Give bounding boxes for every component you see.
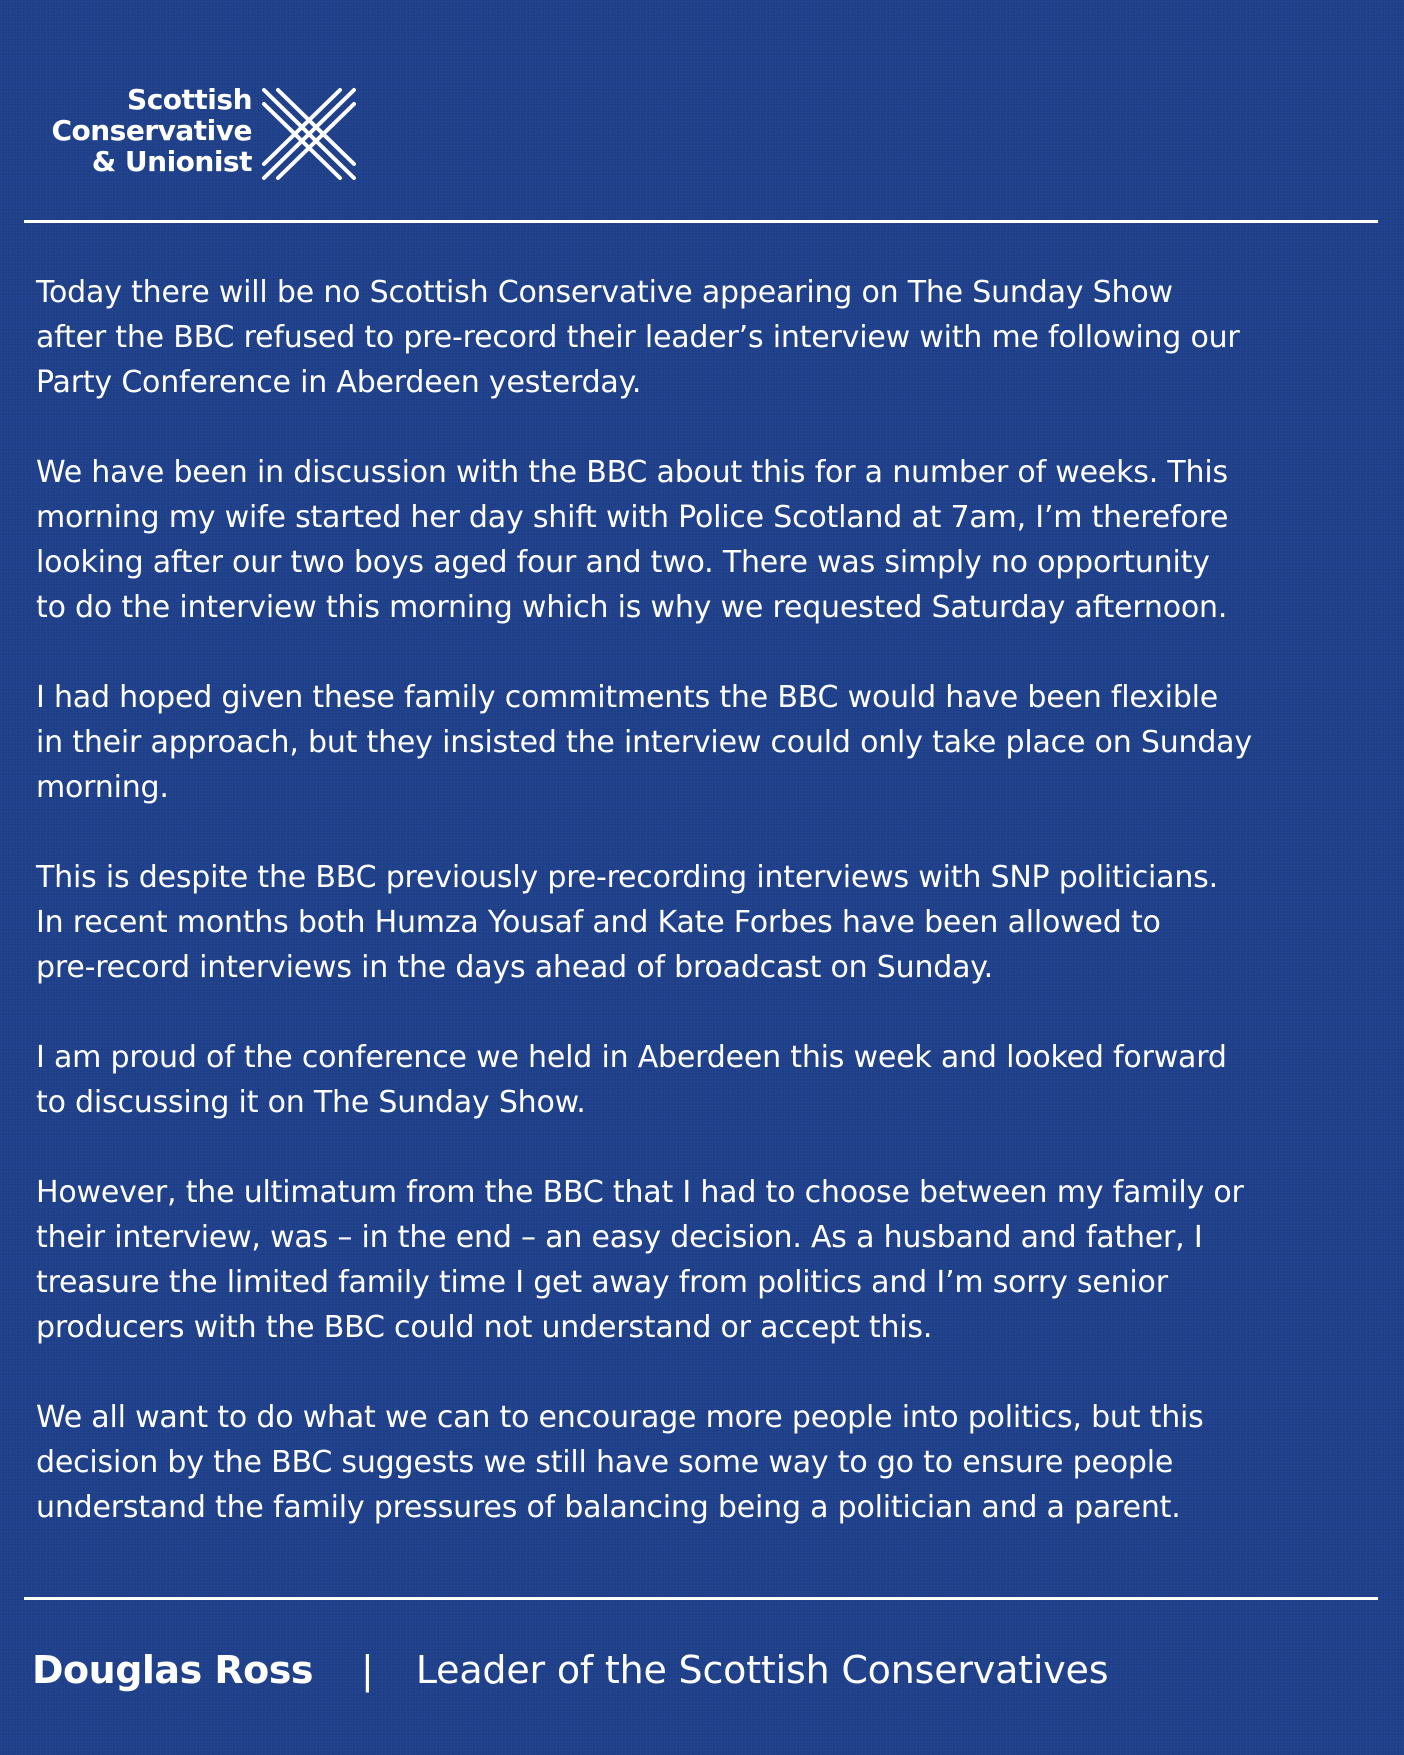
logo-line-3: & Unionist bbox=[91, 145, 252, 178]
logo-line-1: Scottish bbox=[127, 83, 252, 116]
statement-paragraph-3: I had hoped given these family commitments the BBC would have been flexible in their approach, but they insisted the interview could only take place on Sunday morning. bbox=[36, 680, 1252, 805]
party-logo bbox=[22, 84, 362, 184]
statement-paragraph-7: We all want to do what we can to encourage more people into politics, but this decision by the BBC suggests we still have some way to go to ensure people understand the family pressures of balancing being a politician and a parent. bbox=[36, 1400, 1204, 1525]
statement-paragraph-1: Today there will be no Scottish Conservative appearing on The Sunday Show after the BBC refused to pre-record their leader’s interview with me following our Party Conference in Aberdeen yesterday. bbox=[36, 275, 1240, 400]
top-divider bbox=[24, 220, 1378, 223]
statement-paragraph-6: However, the ultimatum from the BBC that I had to choose between my family or their interview, was – in the end – an easy decision. As a husband and father, I treasure the limited family time I get away from politics and I’m sorry senior producers with the BBC could not understand or accept this. bbox=[36, 1175, 1244, 1345]
statement-body bbox=[36, 270, 1386, 1575]
saltire-icon bbox=[260, 86, 360, 182]
signature bbox=[32, 1640, 1108, 1700]
bottom-divider bbox=[24, 1597, 1378, 1600]
logo-line-2: Conservative bbox=[51, 114, 252, 147]
logo-wordmark bbox=[22, 84, 252, 177]
signature-separator: | bbox=[361, 1648, 374, 1692]
statement-paragraph-5: I am proud of the conference we held in Aberdeen this week and looked forward to discussing it on The Sunday Show. bbox=[36, 1040, 1227, 1120]
signatory-role: Leader of the Scottish Conservatives bbox=[415, 1648, 1109, 1692]
signatory-name: Douglas Ross bbox=[32, 1648, 314, 1692]
statement-paragraph-2: We have been in discussion with the BBC about this for a number of weeks. This morning my wife started her day shift with Police Scotland at 7am, I’m therefore looking after our two boys aged four and two. There was simply no opportunity to do the interview this morning which is why we requested Saturday afternoon. bbox=[36, 455, 1229, 625]
statement-paragraph-4: This is despite the BBC previously pre-recording interviews with SNP politicians. In recent months both Humza Yousaf and Kate Forbes have been allowed to pre-record interviews in the days ahead of broadcast on Sunday. bbox=[36, 860, 1218, 985]
